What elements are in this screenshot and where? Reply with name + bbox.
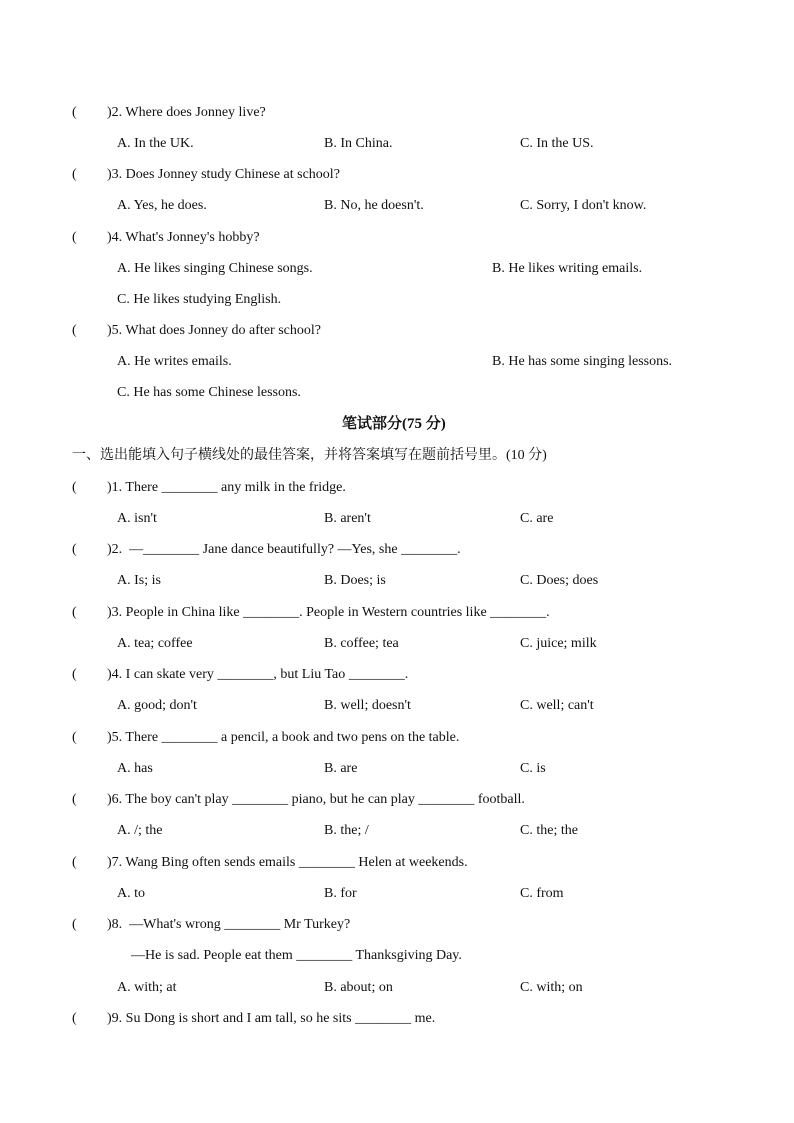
option-a: A. has	[117, 761, 153, 776]
option-a: A. with; at	[117, 980, 177, 995]
option-a: A. Is; is	[117, 573, 161, 588]
option-a: A. Yes, he does.	[117, 198, 207, 213]
answer-bracket: (	[72, 667, 77, 682]
question-text: )2. —________ Jane dance beautifully? —Yes, she ________.	[107, 542, 461, 557]
question-text-continued: —He is sad. People eat them ________ Thanksgiving Day.	[131, 948, 462, 963]
option-b: B. for	[324, 886, 357, 901]
question-text: )5. There ________ a pencil, a book and two pens on the table.	[107, 730, 460, 745]
option-b: B. the; /	[324, 823, 369, 838]
question-text: )5. What does Jonney do after school?	[107, 323, 321, 338]
option-a: A. tea; coffee	[117, 636, 193, 651]
option-c: C. In the US.	[520, 136, 594, 151]
option-c: C. with; on	[520, 980, 583, 995]
option-b: B. In China.	[324, 136, 393, 151]
option-c: C. juice; milk	[520, 636, 597, 651]
answer-bracket: (	[72, 792, 77, 807]
option-c: C. from	[520, 886, 564, 901]
option-c: C. are	[520, 511, 554, 526]
option-b: B. No, he doesn't.	[324, 198, 424, 213]
option-b: B. Does; is	[324, 573, 386, 588]
question-text: )1. There ________ any milk in the fridge.	[107, 480, 346, 495]
answer-bracket: (	[72, 1011, 77, 1026]
answer-bracket: (	[72, 323, 77, 338]
option-b: B. He has some singing lessons.	[492, 354, 673, 369]
answer-bracket: (	[72, 167, 77, 182]
option-a: A. He likes singing Chinese songs.	[117, 261, 313, 276]
option-c: C. He likes studying English.	[117, 292, 282, 307]
option-a: A. In the UK.	[117, 136, 194, 151]
option-a: A. isn't	[117, 511, 157, 526]
question-text: )6. The boy can't play ________ piano, but he can play ________ football.	[107, 792, 525, 807]
option-c: C. well; can't	[520, 698, 594, 713]
question-text: )8. —What's wrong ________ Mr Turkey?	[107, 917, 351, 932]
answer-bracket: (	[72, 105, 77, 120]
question-text: )3. People in China like ________. People in Western countries like ________.	[107, 605, 550, 620]
answer-bracket: (	[72, 917, 77, 932]
answer-bracket: (	[72, 230, 77, 245]
option-c: C. Sorry, I don't know.	[520, 198, 647, 213]
answer-bracket: (	[72, 480, 77, 495]
option-c: C. He has some Chinese lessons.	[117, 385, 301, 400]
option-c: C. the; the	[520, 823, 578, 838]
answer-bracket: (	[72, 605, 77, 620]
question-text: )4. I can skate very ________, but Liu Tao ________.	[107, 667, 409, 682]
section-heading: 笔试部分(75 分)	[342, 416, 446, 432]
question-text: )2. Where does Jonney live?	[107, 105, 266, 120]
question-text: )3. Does Jonney study Chinese at school?	[107, 167, 340, 182]
option-b: B. well; doesn't	[324, 698, 411, 713]
option-c: C. is	[520, 761, 546, 776]
option-b: B. aren't	[324, 511, 371, 526]
option-b: B. about; on	[324, 980, 393, 995]
section-instruction: 一、选出能填入句子横线处的最佳答案，并将答案填写在题前括号里。(10 分)	[72, 448, 547, 463]
option-b: B. He likes writing emails.	[492, 261, 643, 276]
option-c: C. Does; does	[520, 573, 599, 588]
question-text: )4. What's Jonney's hobby?	[107, 230, 260, 245]
question-text: )7. Wang Bing often sends emails ________ Helen at weekends.	[107, 855, 468, 870]
option-a: A. to	[117, 886, 145, 901]
option-b: B. are	[324, 761, 358, 776]
option-a: A. He writes emails.	[117, 354, 232, 369]
answer-bracket: (	[72, 730, 77, 745]
answer-bracket: (	[72, 855, 77, 870]
option-a: A. /; the	[117, 823, 163, 838]
option-a: A. good; don't	[117, 698, 197, 713]
answer-bracket: (	[72, 542, 77, 557]
question-text: )9. Su Dong is short and I am tall, so he sits ________ me.	[107, 1011, 436, 1026]
option-b: B. coffee; tea	[324, 636, 399, 651]
